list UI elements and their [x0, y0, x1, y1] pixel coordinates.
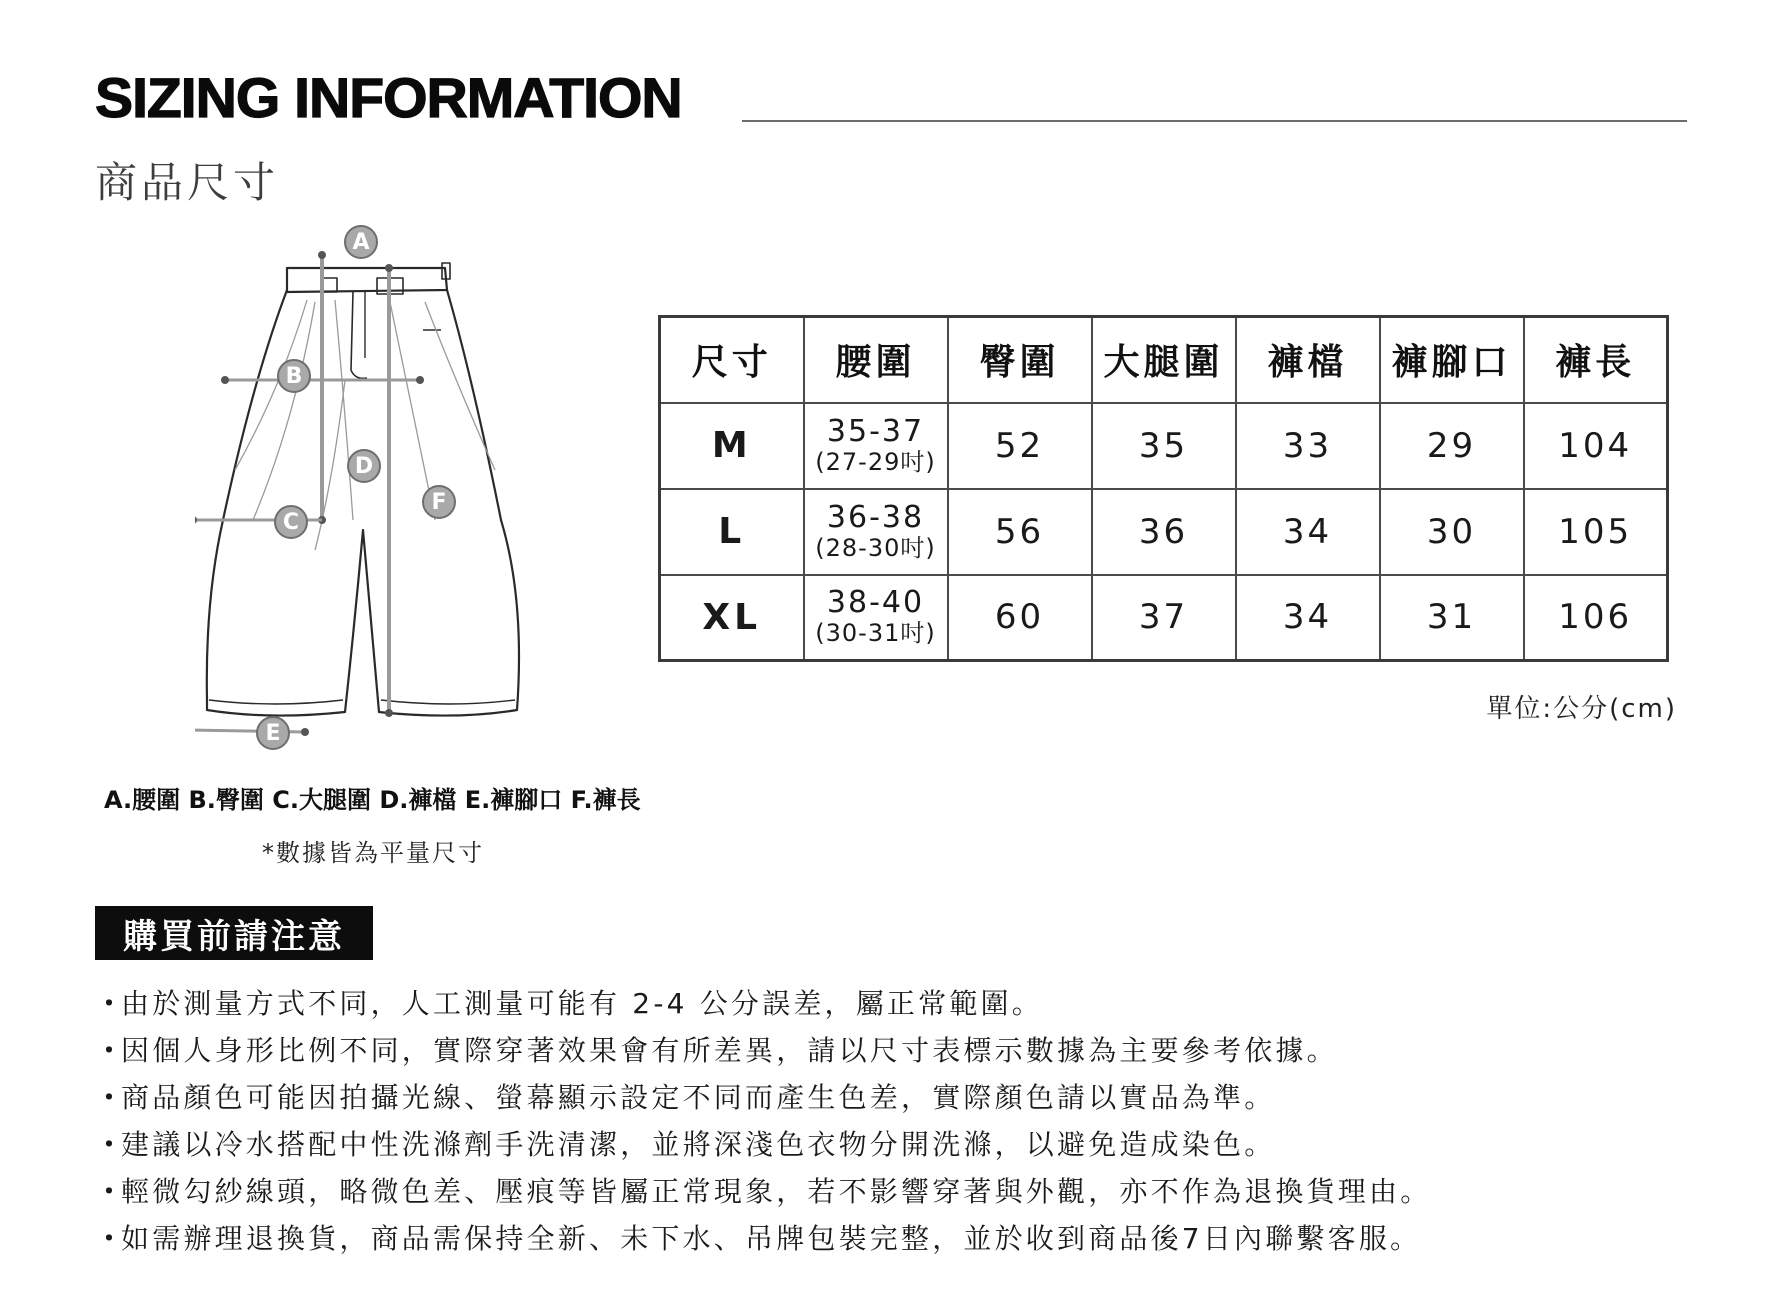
length-cell: 106: [1524, 575, 1668, 661]
hem-cell: 30: [1380, 489, 1524, 575]
size-chart-table: [658, 315, 1669, 662]
marker-a: A: [344, 225, 378, 259]
notice-text: 因個人身形比例不同，實際穿著效果會有所差異，請以尺寸表標示數據為主要參考依據。: [121, 1034, 1338, 1067]
pants-outline: [207, 290, 519, 716]
page-title: SIZING INFORMATION: [95, 66, 682, 129]
waistband-outline: [287, 268, 447, 292]
notice-list: [95, 980, 1431, 1262]
waist-cell: [804, 489, 948, 575]
length-cell: 104: [1524, 403, 1668, 489]
hip-cell: 52: [948, 403, 1092, 489]
bullet: ・: [95, 1175, 127, 1208]
rise-cell: 34: [1236, 575, 1380, 661]
list-item: [95, 980, 1431, 1027]
hem-cell: 29: [1380, 403, 1524, 489]
notice-text: 建議以冷水搭配中性洗滌劑手洗清潔，並將深淺色衣物分開洗滌，以避免造成染色。: [121, 1128, 1276, 1161]
list-item: [95, 1215, 1431, 1262]
pants-diagram: [195, 220, 550, 760]
thigh-cell: 37: [1092, 575, 1236, 661]
list-item: [95, 1074, 1431, 1121]
marker-d: D: [347, 449, 381, 483]
waist-cm: 38-40: [826, 585, 925, 621]
header-length: 褲長: [1524, 317, 1668, 403]
table-row: [660, 489, 1668, 575]
thigh-cell: 36: [1092, 489, 1236, 575]
bullet: ・: [95, 987, 127, 1020]
header-thigh: 大腿圍: [1092, 317, 1236, 403]
size-cell: M: [660, 403, 804, 489]
header-rise: 褲檔: [1236, 317, 1380, 403]
hip-cell: 56: [948, 489, 1092, 575]
notice-text: 如需辦理退換貨，商品需保持全新、未下水、吊牌包裝完整，並於收到商品後7日內聯繫客服。: [121, 1222, 1422, 1255]
rise-cell: 34: [1236, 489, 1380, 575]
header-size: 尺寸: [660, 317, 804, 403]
size-cell: L: [660, 489, 804, 575]
notice-text: 商品顏色可能因拍攝光線、螢幕顯示設定不同而產生色差，實際顏色請以實品為準。: [121, 1081, 1276, 1114]
notice-text: 輕微勾紗線頭，略微色差、壓痕等皆屬正常現象，若不影響穿著與外觀，亦不作為退換貨理由。: [121, 1175, 1432, 1208]
waist-cell: [804, 403, 948, 489]
marker-f: F: [422, 485, 456, 519]
bullet: ・: [95, 1222, 127, 1255]
rise-cell: 33: [1236, 403, 1380, 489]
list-item: [95, 1121, 1431, 1168]
waist-cm: 36-38: [826, 499, 925, 535]
header-hem: 褲腳口: [1380, 317, 1524, 403]
waist-inch: (27-29吋): [815, 447, 936, 476]
waist-cm: 35-37: [826, 413, 925, 449]
hem-cell: 31: [1380, 575, 1524, 661]
marker-c: C: [274, 505, 308, 539]
table-row: [660, 575, 1668, 661]
marker-b: B: [277, 359, 311, 393]
size-cell: XL: [660, 575, 804, 661]
notice-text: 由於測量方式不同，人工測量可能有 2-4 公分誤差，屬正常範圍。: [121, 987, 1043, 1020]
unit-note: 單位:公分(cm): [1486, 694, 1677, 724]
bullet: ・: [95, 1128, 127, 1161]
bullet: ・: [95, 1034, 127, 1067]
hip-cell: 60: [948, 575, 1092, 661]
title-divider: [742, 120, 1687, 122]
page-subtitle: 商品尺寸: [95, 158, 280, 207]
waist-cell: [804, 575, 948, 661]
table-row: [660, 403, 1668, 489]
list-item: [95, 1168, 1431, 1215]
waist-inch: (30-31吋): [815, 619, 936, 648]
notice-heading: 購買前請注意: [95, 906, 373, 960]
header-hip: 臀圍: [948, 317, 1092, 403]
waist-inch: (28-30吋): [815, 533, 936, 562]
size-table-header-row: [660, 317, 1668, 403]
marker-e: E: [256, 716, 290, 750]
measurement-legend: A.腰圍 B.臀圍 C.大腿圍 D.褲檔 E.褲腳口 F.褲長: [104, 786, 641, 814]
length-cell: 105: [1524, 489, 1668, 575]
header-waist: 腰圍: [804, 317, 948, 403]
flat-measurement-note: *數據皆為平量尺寸: [262, 839, 484, 867]
bullet: ・: [95, 1081, 127, 1114]
list-item: [95, 1027, 1431, 1074]
thigh-cell: 35: [1092, 403, 1236, 489]
